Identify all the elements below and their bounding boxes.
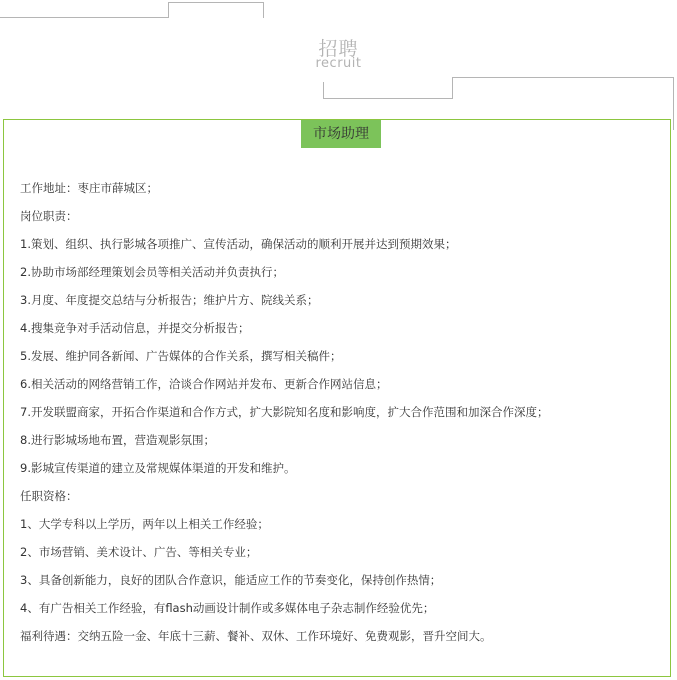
job-detail-line: 2.协助市场部经理策划会员等相关活动并负责执行； bbox=[20, 265, 284, 279]
job-detail-line: 福利待遇：交纳五险一金、年底十三薪、餐补、双休、工作环境好、免费观影，晋升空间大。 bbox=[20, 629, 492, 643]
header-decor-line-top-end bbox=[263, 2, 264, 18]
job-detail-line: 2、市场营销、美术设计、广告、等相关专业； bbox=[20, 545, 258, 559]
job-detail-line: 3.月度、年度提交总结与分析报告；维护片方、院线关系； bbox=[20, 293, 319, 307]
header-decor-line-top-right bbox=[168, 2, 263, 3]
job-detail-line: 1、大学专科以上学历，两年以上相关工作经验； bbox=[20, 517, 269, 531]
job-detail-line: 6.相关活动的网络营销工作，洽谈合作网站并发布、更新合作网站信息； bbox=[20, 377, 388, 391]
job-detail-line: 工作地址：枣庄市薛城区； bbox=[20, 181, 158, 195]
job-detail-line: 7.开发联盟商家，开拓合作渠道和合作方式，扩大影院知名度和影响度，扩大合作范围和加深合作深度； bbox=[20, 405, 549, 419]
header-decor-line-top-step bbox=[168, 2, 169, 18]
job-title-badge: 市场助理 bbox=[301, 120, 381, 148]
job-detail-line: 岗位职责： bbox=[20, 209, 78, 223]
job-detail-line: 5.发展、维护同各新闻、广告媒体的合作关系，撰写相关稿件； bbox=[20, 349, 342, 363]
job-detail-line: 3、具备创新能力，良好的团队合作意识，能适应工作的节奏变化，保持创作热情； bbox=[20, 573, 442, 587]
recruit-heading-en: recruit bbox=[315, 56, 362, 71]
job-detail-line: 任职资格： bbox=[20, 489, 78, 503]
recruit-heading-cn: 招聘 bbox=[318, 38, 359, 60]
job-description-panel bbox=[3, 119, 671, 677]
header-decor-line-bottom-right bbox=[452, 77, 674, 78]
header-decor-line-bottom-end bbox=[673, 77, 674, 130]
job-detail-line: 9.影城宣传渠道的建立及常规媒体渠道的开发和维护。 bbox=[20, 461, 296, 475]
job-detail-line: 1.策划、组织、执行影城各项推广、宣传活动，确保活动的顺利开展并达到预期效果； bbox=[20, 237, 457, 251]
header-decor-line-bottom-step bbox=[452, 77, 453, 99]
job-detail-line: 4.搜集竞争对手活动信息，并提交分析报告； bbox=[20, 321, 250, 335]
header-decor-line-bottom-left bbox=[323, 98, 452, 99]
header-decor-line-top-left bbox=[0, 17, 168, 18]
job-details-list bbox=[20, 174, 548, 650]
job-detail-line: 8.进行影城场地布置，营造观影氛围； bbox=[20, 433, 215, 447]
job-detail-line: 4、有广告相关工作经验，有flash动画设计制作或多媒体电子杂志制作经验优先； bbox=[20, 601, 435, 615]
header-decor-line-bottom-left-vertical bbox=[323, 82, 324, 98]
